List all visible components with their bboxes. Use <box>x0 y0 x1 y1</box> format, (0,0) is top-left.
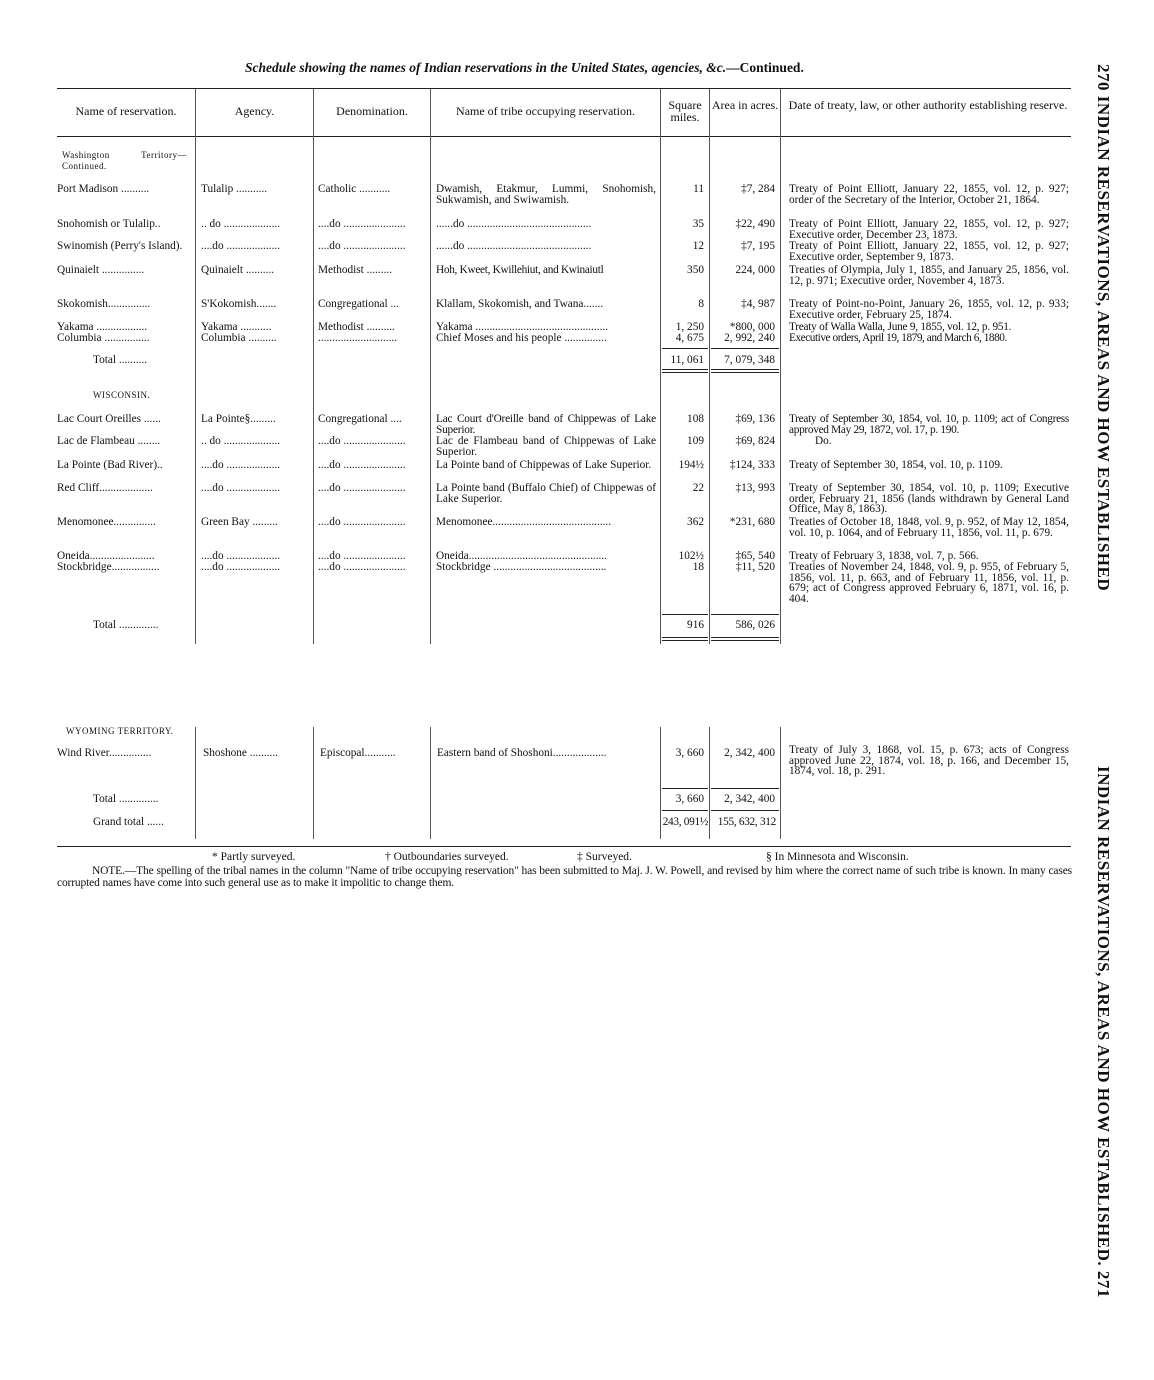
agency: ....do ................... <box>201 460 281 471</box>
tribe: ......do ............................................ <box>436 241 592 252</box>
title-continued: —Continued. <box>726 60 804 75</box>
col-rule <box>195 89 196 644</box>
area-acres: ‡69, 136 <box>735 413 775 425</box>
authority: Treaty of Point-no-Point, January 26, 1855, vol. 12, p. 933; Executive order, February 25, 1874. <box>789 298 1069 321</box>
header-bottom-rule <box>57 136 1071 137</box>
header-name: Name of reservation. <box>75 104 177 118</box>
header-square-miles: Square miles. <box>668 98 702 124</box>
total-area: 7, 079, 348 <box>724 354 775 366</box>
subtotal-rule <box>662 614 708 615</box>
square-miles: 102½ <box>678 550 704 562</box>
tribe: Eastern band of Shoshoni................... <box>437 748 607 759</box>
col-rule <box>709 89 710 644</box>
subtotal-rule <box>711 348 779 349</box>
square-miles: 194½ <box>678 459 704 471</box>
agency: Columbia .......... <box>201 333 277 344</box>
denomination: ....do ...................... <box>318 562 406 573</box>
square-miles: 108 <box>687 413 704 425</box>
authority: Treaty of September 30, 1854, vol. 10, p. 1109; Executive order, February 21, 1856 (lands withdrawn by General Land Office, May 8, 1863). <box>789 482 1069 515</box>
tribe: Chief Moses and his people ............... <box>436 333 607 344</box>
running-head-top: 270 INDIAN RESERVATIONS, AREAS AND HOW ESTABLISHED <box>1094 64 1113 592</box>
subtotal-rule <box>711 788 779 789</box>
square-miles: 22 <box>692 482 704 494</box>
square-miles: 8 <box>698 298 704 310</box>
header-denomination: Denomination. <box>336 104 408 118</box>
tribe: Oneida................................................. <box>436 551 608 562</box>
total-rule <box>662 810 708 811</box>
total-rule <box>711 810 779 811</box>
total-rule <box>662 369 708 370</box>
square-miles: 1, 250 <box>675 321 704 333</box>
reservation-name: Menomonee............... <box>57 517 156 528</box>
tribe: Lac de Flambeau band of Chippewas of Lake Superior. <box>436 435 656 458</box>
denomination: ....do ...................... <box>318 517 406 528</box>
total-rule <box>711 637 779 638</box>
denomination: Methodist .......... <box>318 322 395 333</box>
reservation-name: Red Cliff................... <box>57 483 153 494</box>
agency: ....do ................... <box>201 241 281 252</box>
col-rule <box>313 89 314 644</box>
running-head-bottom: INDIAN RESERVATIONS, AREAS AND HOW ESTABLISHED. 271 <box>1094 766 1113 1298</box>
area-acres: ‡13, 993 <box>735 482 775 494</box>
denomination: Episcopal........... <box>320 748 396 759</box>
reservation-name: Skokomish............... <box>57 299 151 310</box>
total-label: Total .......... <box>93 355 148 366</box>
tribe: Menomonee.......................................... <box>436 517 612 528</box>
grand-total-label: Grand total ...... <box>93 817 164 828</box>
area-acres: ‡7, 195 <box>741 240 775 252</box>
denomination: Catholic ........... <box>318 184 391 195</box>
reservation-name: Quinaielt ............... <box>57 265 145 276</box>
reservation-name: Lac de Flambeau ........ <box>57 436 161 447</box>
table-top-rule <box>57 88 1071 89</box>
area-acres: *231, 680 <box>729 516 775 528</box>
grand-total-square-miles: 243, 091½ <box>662 816 708 828</box>
area-acres: ‡11, 520 <box>735 561 775 573</box>
agency: Green Bay ......... <box>201 517 278 528</box>
total-rule <box>662 372 708 373</box>
denomination: Congregational .... <box>318 414 402 425</box>
agency: ....do ................... <box>201 562 281 573</box>
square-miles: 11 <box>693 183 704 195</box>
area-acres: 2, 342, 400 <box>724 747 775 759</box>
tribe: Stockbridge ........................................ <box>436 562 607 573</box>
footnote-minnesota: § In Minnesota and Wisconsin. <box>766 851 909 863</box>
reservation-name: La Pointe (Bad River).. <box>57 460 163 471</box>
tribe: Yakama ............................................... <box>436 322 609 333</box>
denomination: Congregational ... <box>318 299 399 310</box>
agency: .. do .................... <box>201 219 281 230</box>
header-date: Date of treaty, law, or other authority establishing reserve. <box>788 98 1068 112</box>
area-acres: ‡7, 284 <box>741 183 775 195</box>
header-tribe: Name of tribe occupying reservation. <box>456 104 635 118</box>
authority: Treaty of Walla Walla, June 9, 1855, vol. 12, p. 951. <box>789 321 1012 333</box>
header-agency: Agency. <box>234 104 275 118</box>
agency: La Pointe§......... <box>201 414 276 425</box>
subtotal-rule <box>711 614 779 615</box>
authority: Treaties of October 18, 1848, vol. 9, p. 952, of May 12, 1854, vol. 10, p. 1064, and of February 11, 1856, vol. 11, p. 679. <box>789 516 1069 539</box>
denomination: ....do ...................... <box>318 460 406 471</box>
agency: ....do ................... <box>201 551 281 562</box>
tribe: La Pointe band of Chippewas of Lake Superior. <box>436 459 652 471</box>
footnote-surveyed: ‡ Surveyed. <box>577 851 632 863</box>
reservation-name: Wind River............... <box>57 748 152 759</box>
reservation-name: Port Madison .......... <box>57 184 150 195</box>
footnote-partly: * Partly surveyed. <box>212 851 296 863</box>
authority: Treaty of July 3, 1868, vol. 15, p. 673; acts of Congress approved June 22, 1874, vol. 18, p. 166, and December 15, 1874, vol. 18, p. 291. <box>789 744 1069 777</box>
total-rule <box>711 372 779 373</box>
total-area: 2, 342, 400 <box>724 793 775 805</box>
area-acres: ‡65, 540 <box>735 550 775 562</box>
authority: Treaty of Point Elliott, January 22, 1855, vol. 12, p. 927; Executive order, December 23, 1873. <box>789 218 1069 241</box>
area-acres: ‡69, 824 <box>735 435 775 447</box>
section-wisconsin: WISCONSIN. <box>93 390 151 400</box>
reservation-name: Columbia ................ <box>57 333 150 344</box>
footnote-outboundaries: † Outboundaries surveyed. <box>385 851 509 863</box>
tribe: Klallam, Skokomish, and Twana....... <box>436 299 604 310</box>
area-acres: ‡22, 490 <box>735 218 775 230</box>
area-acres: 224, 000 <box>735 264 775 276</box>
reservation-name: Yakama .................. <box>57 322 148 333</box>
authority: Treaties of November 24, 1848, vol. 9, p. 955, of February 5, 1856, vol. 11, p. 663, and of February 11, 1856, vol. 11, p. 679; act of Congress approved February 6, 1871, vol. 16, p. 404. <box>789 561 1069 605</box>
total-square-miles: 11, 061 <box>670 354 704 366</box>
denomination: ....do ...................... <box>318 551 406 562</box>
agency: Tulalip ........... <box>201 184 268 195</box>
title-main: Schedule showing the names of Indian reservations in the United States, agencies, &c. <box>245 60 727 75</box>
agency: Shoshone .......... <box>203 748 279 759</box>
agency: Quinaielt .......... <box>201 265 275 276</box>
authority: Treaty of February 3, 1838, vol. 7, p. 566. <box>789 550 979 562</box>
col-rule <box>430 89 431 644</box>
square-miles: 4, 675 <box>675 332 704 344</box>
authority: Executive orders, April 19, 1879, and March 6, 1880. <box>789 332 1007 344</box>
authority: Treaty of September 30, 1854, vol. 10, p. 1109; act of Congress approved May 29, 1872, vol. 17, p. 190. <box>789 413 1069 436</box>
note-paragraph: NOTE.—The spelling of the tribal names in the column "Name of tribe occupying reservation" has been submitted to Maj. J. W. Powell, and revised by him where the correct name of such tribe is known. In many cases corrupted names have come into such general use as to make it impolitic to change them. <box>57 865 1072 889</box>
agency: S'Kokomish....... <box>201 299 277 310</box>
col-rule <box>430 727 431 839</box>
area-acres: ‡4, 987 <box>741 298 775 310</box>
total-square-miles: 3, 660 <box>675 793 704 805</box>
total-rule <box>711 369 779 370</box>
col-rule <box>195 727 196 839</box>
authority: Treaties of Olympia, July 1, 1855, and January 25, 1856, vol. 12, p. 971; Executive order, November 4, 1873. <box>789 264 1069 287</box>
authority: Do. <box>815 435 832 447</box>
col-rule <box>313 727 314 839</box>
authority: Treaty of September 30, 1854, vol. 10, p. 1109. <box>789 459 1003 471</box>
square-miles: 109 <box>687 435 704 447</box>
header-area: Area in acres. <box>711 98 779 112</box>
total-square-miles: 916 <box>687 619 704 631</box>
total-rule <box>662 637 708 638</box>
tribe: Dwamish, Etakmur, Lummi, Snohomish, Sukwamish, and Swiwamish. <box>436 183 656 206</box>
reservation-name: Oneida....................... <box>57 551 155 562</box>
square-miles: 12 <box>692 240 704 252</box>
total-rule <box>711 640 779 641</box>
subtotal-rule <box>662 348 708 349</box>
denomination: ....do ...................... <box>318 436 406 447</box>
square-miles: 35 <box>692 218 704 230</box>
col-rule <box>660 89 661 644</box>
area-acres: *800, 000 <box>729 321 775 333</box>
denomination: ............................ <box>318 333 398 344</box>
col-rule <box>780 89 781 644</box>
table-bottom-rule <box>57 846 1071 847</box>
denomination: ....do ...................... <box>318 241 406 252</box>
total-label: Total .............. <box>93 794 159 805</box>
page-title <box>245 60 804 76</box>
agency: Yakama ........... <box>201 322 272 333</box>
reservation-name: Stockbridge................. <box>57 562 160 573</box>
col-rule <box>780 727 781 839</box>
square-miles: 18 <box>692 561 704 573</box>
tribe: ......do ............................................ <box>436 219 592 230</box>
tribe: Lac Court d'Oreille band of Chippewas of Lake Superior. <box>436 413 656 436</box>
tribe: La Pointe band (Buffalo Chief) of Chippewas of Lake Superior. <box>436 482 656 505</box>
denomination: ....do ...................... <box>318 219 406 230</box>
total-area: 586, 026 <box>735 619 775 631</box>
reservation-name: Swinomish (Perry's Island). <box>57 240 183 252</box>
square-miles: 350 <box>687 264 704 276</box>
total-rule <box>662 640 708 641</box>
square-miles: 362 <box>687 516 704 528</box>
agency: .. do .................... <box>201 436 281 447</box>
authority: Treaty of Point Elliott, January 22, 1855, vol. 12, p. 927; order of the Secretary of the Interior, October 21, 1864. <box>789 183 1069 206</box>
reservation-name: Lac Court Oreilles ...... <box>57 414 161 425</box>
square-miles: 3, 660 <box>675 747 704 759</box>
tribe: Hoh, Kweet, Kwillehiut, and Kwinaiutl <box>436 265 604 276</box>
authority: Treaty of Point Elliott, January 22, 1855, vol. 12, p. 927; Executive order, September 9, 1873. <box>789 240 1069 263</box>
subtotal-rule <box>662 788 708 789</box>
denomination: Methodist ......... <box>318 265 393 276</box>
agency: ....do ................... <box>201 483 281 494</box>
section-wyoming: WYOMING TERRITORY. <box>66 726 174 736</box>
reservation-name: Snohomish or Tulalip.. <box>57 219 161 230</box>
total-label: Total .............. <box>93 620 159 631</box>
denomination: ....do ...................... <box>318 483 406 494</box>
area-acres: ‡124, 333 <box>729 459 775 471</box>
section-washington: Washington Territory—Continued. <box>62 150 187 171</box>
area-acres: 2, 992, 240 <box>724 332 775 344</box>
grand-total-area: 155, 632, 312 <box>717 816 776 828</box>
